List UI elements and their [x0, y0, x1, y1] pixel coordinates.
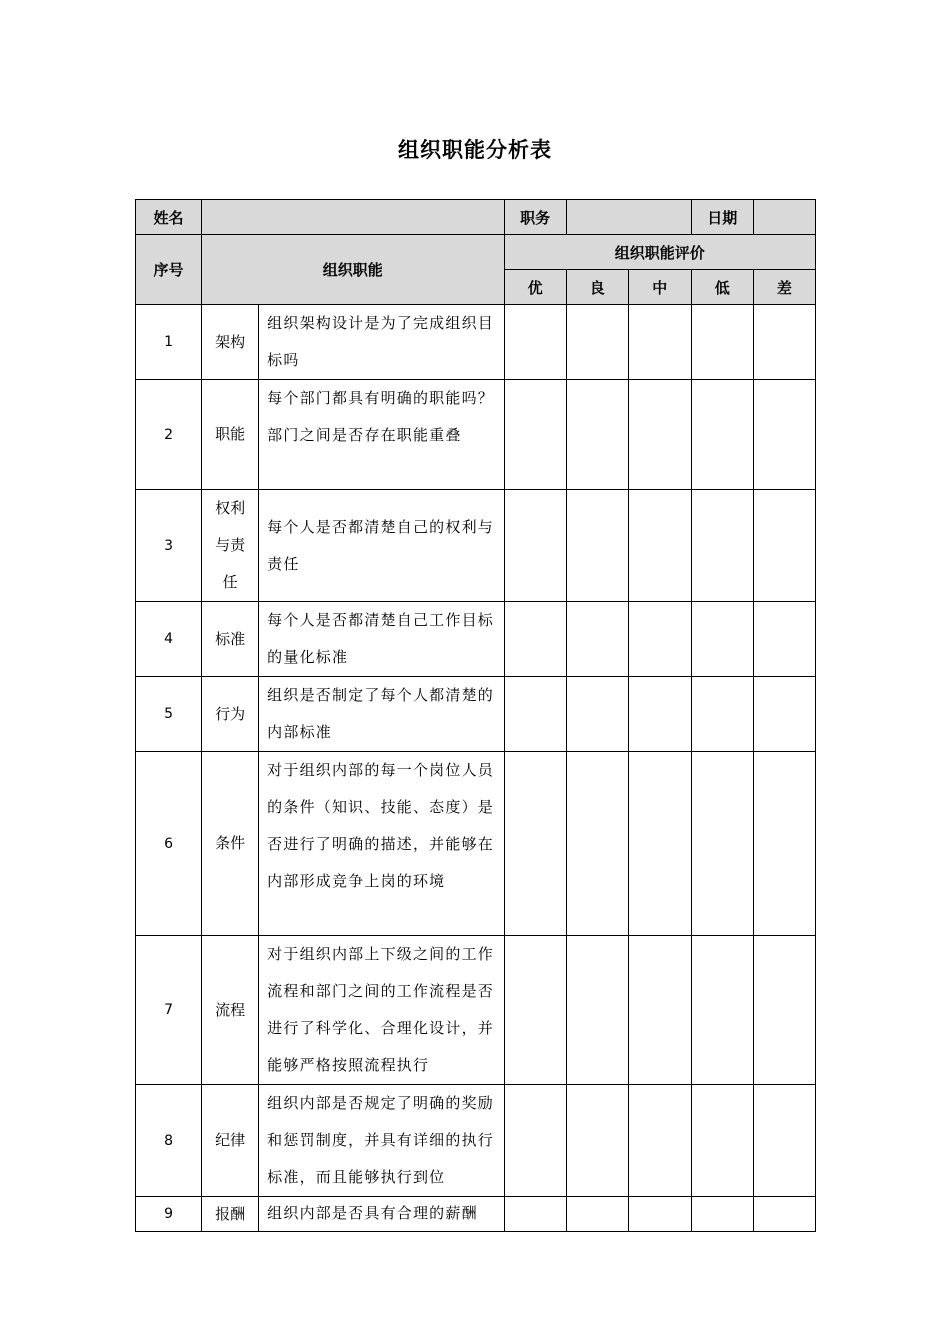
rating-cell-good[interactable]: [566, 602, 628, 677]
row-description: 对于组织内部上下级之间的工作流程和部门之间的工作流程是否进行了科学化、合理化设计，并能够严格按照流程执行: [259, 936, 504, 1085]
rating-cell-low[interactable]: [691, 1197, 753, 1232]
name-value-cell[interactable]: [202, 200, 504, 235]
rating-cell-good[interactable]: [566, 305, 628, 380]
row-category: 职能: [202, 380, 259, 490]
function-column-header: 组织职能: [202, 235, 504, 305]
row-description: 组织内部是否规定了明确的奖励和惩罚制度，并具有详细的执行标准，而且能够执行到位: [259, 1085, 504, 1197]
function-analysis-table: [135, 199, 816, 1232]
row-number: 5: [136, 677, 202, 752]
row-description: 每个人是否都清楚自己的权利与责任: [259, 490, 504, 602]
row-number: 8: [136, 1085, 202, 1197]
row-category: 标准: [202, 602, 259, 677]
rating-cell-good[interactable]: [566, 490, 628, 602]
rating-cell-good[interactable]: [566, 1085, 628, 1197]
rating-cell-excellent[interactable]: [504, 490, 566, 602]
rating-header-good: 良: [566, 270, 628, 305]
row-category: 行为: [202, 677, 259, 752]
rating-cell-good[interactable]: [566, 752, 628, 936]
table-row: [136, 677, 816, 752]
rating-cell-excellent[interactable]: [504, 1197, 566, 1232]
rating-cell-low[interactable]: [691, 380, 753, 490]
rating-cell-medium[interactable]: [628, 602, 691, 677]
row-category: 架构: [202, 305, 259, 380]
rating-cell-poor[interactable]: [753, 752, 815, 936]
row-category: 权利与责任: [202, 490, 259, 602]
date-label: 日期: [691, 200, 753, 235]
page-title: 组织职能分析表: [398, 138, 552, 162]
rating-cell-excellent[interactable]: [504, 380, 566, 490]
row-number: 1: [136, 305, 202, 380]
rating-cell-medium[interactable]: [628, 1085, 691, 1197]
position-label: 职务: [504, 200, 566, 235]
rating-cell-medium[interactable]: [628, 752, 691, 936]
rating-header-medium: 中: [628, 270, 691, 305]
table-row: [136, 602, 816, 677]
table-row: [136, 752, 816, 936]
rating-cell-good[interactable]: [566, 936, 628, 1085]
table-row: [136, 936, 816, 1085]
row-number: 2: [136, 380, 202, 490]
rating-cell-low[interactable]: [691, 936, 753, 1085]
rating-cell-poor[interactable]: [753, 305, 815, 380]
rating-cell-excellent[interactable]: [504, 1085, 566, 1197]
rating-cell-medium[interactable]: [628, 490, 691, 602]
rating-header-low: 低: [691, 270, 753, 305]
rating-cell-excellent[interactable]: [504, 936, 566, 1085]
row-description: 组织架构设计是为了完成组织目标吗: [259, 305, 504, 380]
rating-cell-good[interactable]: [566, 677, 628, 752]
rating-cell-excellent[interactable]: [504, 677, 566, 752]
rating-cell-low[interactable]: [691, 305, 753, 380]
rating-cell-excellent[interactable]: [504, 752, 566, 936]
table-row: [136, 490, 816, 602]
table-row: [136, 380, 816, 490]
rating-cell-medium[interactable]: [628, 936, 691, 1085]
rating-cell-low[interactable]: [691, 752, 753, 936]
rating-cell-poor[interactable]: [753, 380, 815, 490]
rating-cell-medium[interactable]: [628, 1197, 691, 1232]
no-column-header: 序号: [136, 235, 202, 305]
row-number: 9: [136, 1197, 202, 1232]
row-description: 每个部门都具有明确的职能吗？部门之间是否存在职能重叠: [259, 380, 504, 490]
rating-header-poor: 差: [753, 270, 815, 305]
row-category: 流程: [202, 936, 259, 1085]
row-description: 组织内部是否具有合理的薪酬: [259, 1197, 504, 1232]
header-info-row: [136, 200, 816, 235]
rating-header-excellent: 优: [504, 270, 566, 305]
rating-cell-poor[interactable]: [753, 602, 815, 677]
rating-cell-poor[interactable]: [753, 677, 815, 752]
row-number: 3: [136, 490, 202, 602]
rating-cell-excellent[interactable]: [504, 305, 566, 380]
rating-cell-good[interactable]: [566, 380, 628, 490]
row-description: 组织是否制定了每个人都清楚的内部标准: [259, 677, 504, 752]
header-row-1: [136, 235, 816, 270]
rating-cell-poor[interactable]: [753, 936, 815, 1085]
table-row: [136, 305, 816, 380]
rating-cell-poor[interactable]: [753, 1085, 815, 1197]
rating-cell-medium[interactable]: [628, 305, 691, 380]
rating-cell-medium[interactable]: [628, 677, 691, 752]
rating-cell-medium[interactable]: [628, 380, 691, 490]
table-row: [136, 1197, 816, 1232]
row-number: 4: [136, 602, 202, 677]
row-number: 6: [136, 752, 202, 936]
rating-cell-low[interactable]: [691, 602, 753, 677]
rating-cell-excellent[interactable]: [504, 602, 566, 677]
row-category: 纪律: [202, 1085, 259, 1197]
rating-cell-low[interactable]: [691, 1085, 753, 1197]
name-label: 姓名: [136, 200, 202, 235]
rating-cell-low[interactable]: [691, 677, 753, 752]
row-category: 报酬: [202, 1197, 259, 1232]
table-row: [136, 1085, 816, 1197]
rating-cell-poor[interactable]: [753, 1197, 815, 1232]
row-description: 每个人是否都清楚自己工作目标的量化标准: [259, 602, 504, 677]
rating-cell-low[interactable]: [691, 490, 753, 602]
row-category: 条件: [202, 752, 259, 936]
date-value-cell[interactable]: [753, 200, 815, 235]
rating-cell-poor[interactable]: [753, 490, 815, 602]
evaluation-column-header: 组织职能评价: [504, 235, 815, 270]
position-value-cell[interactable]: [566, 200, 691, 235]
row-number: 7: [136, 936, 202, 1085]
rating-cell-good[interactable]: [566, 1197, 628, 1232]
row-description: 对于组织内部的每一个岗位人员的条件（知识、技能、态度）是否进行了明确的描述，并能够在内部形成竞争上岗的环境: [259, 752, 504, 936]
